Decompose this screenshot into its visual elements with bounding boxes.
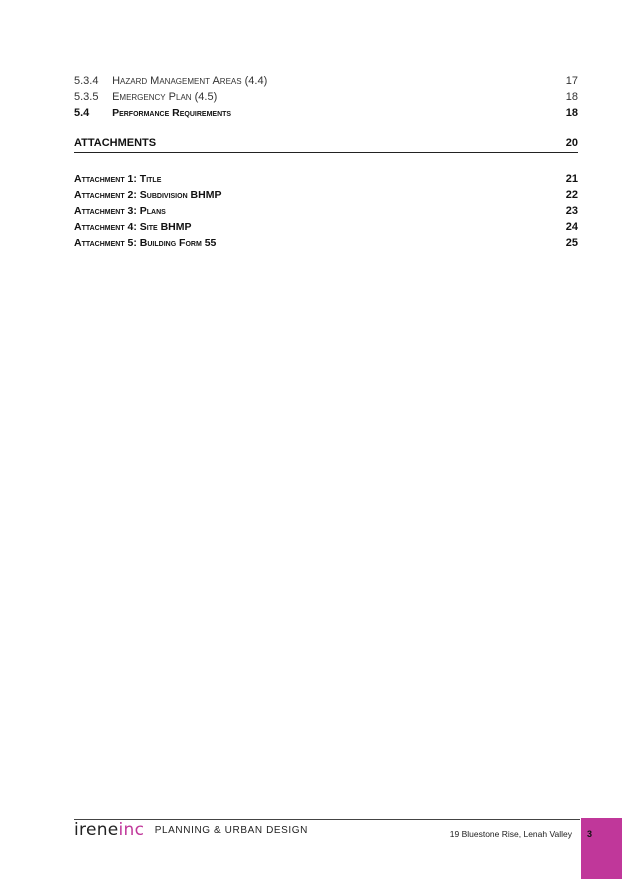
toc-attachments-heading-page: 20 — [565, 137, 578, 149]
toc-entry-title: Performance Requirements — [112, 107, 232, 119]
toc-attachment-title: Attachment 4: Site BHMP — [74, 221, 192, 233]
toc-entry-5-3-4[interactable] — [74, 73, 578, 89]
toc-attachment-title: Attachment 3: Plans — [74, 205, 166, 217]
toc-entry-number: 5.3.5 — [74, 91, 99, 103]
toc-entry-number: 5.3.4 — [74, 75, 99, 87]
toc-entry-page: 17 — [565, 75, 578, 87]
toc-entry-title: Hazard Management Areas (4.4) — [112, 75, 268, 87]
toc-attachment-title: Attachment 1: Title — [74, 173, 162, 185]
table-of-contents — [74, 73, 578, 251]
toc-attachment-page: 22 — [565, 189, 578, 201]
toc-attachment-2[interactable] — [74, 187, 578, 203]
page-number-tab — [581, 818, 622, 879]
toc-attachment-title: Attachment 2: Subdivision BHMP — [74, 189, 222, 201]
toc-attachment-page: 25 — [565, 237, 578, 249]
toc-entry-page: 18 — [565, 91, 578, 103]
toc-attachment-1[interactable] — [74, 171, 578, 187]
toc-attachment-page: 23 — [565, 205, 578, 217]
footer-address: 19 Bluestone Rise, Lenah Valley — [449, 829, 572, 839]
toc-attachments-heading[interactable] — [74, 135, 578, 153]
toc-attachments-heading-title: ATTACHMENTS — [74, 137, 157, 149]
footer-brand-logo — [74, 820, 308, 846]
toc-attachment-page: 24 — [565, 221, 578, 233]
toc-entry-title: Emergency Plan (4.5) — [112, 91, 218, 103]
toc-entry-5-4[interactable] — [74, 105, 578, 121]
brand-name-part2: inc — [118, 820, 145, 840]
toc-attachments-list — [74, 171, 578, 251]
toc-attachment-title: Attachment 5: Building Form 55 — [74, 237, 217, 249]
toc-attachment-3[interactable] — [74, 203, 578, 219]
toc-attachment-4[interactable] — [74, 219, 578, 235]
toc-entry-number: 5.4 — [74, 107, 90, 119]
toc-attachment-5[interactable] — [74, 235, 578, 251]
toc-entry-page: 18 — [565, 107, 578, 119]
brand-name-part1: irene — [74, 820, 119, 840]
toc-attachment-page: 21 — [565, 173, 578, 185]
brand-tagline: PLANNING & URBAN DESIGN — [154, 825, 309, 836]
page-number: 3 — [587, 829, 593, 839]
toc-entry-5-3-5[interactable] — [74, 89, 578, 105]
